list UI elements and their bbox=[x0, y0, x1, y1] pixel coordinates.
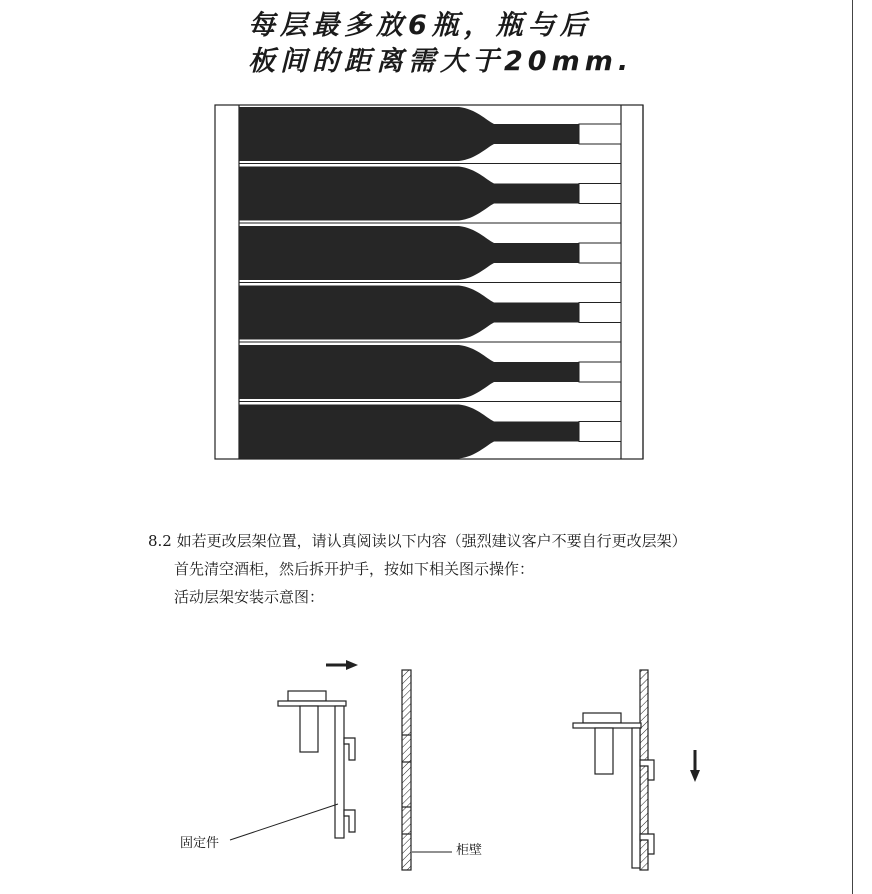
wine-rack-diagram bbox=[214, 104, 646, 462]
arrow-down-icon bbox=[690, 750, 700, 782]
left-bracket-upright bbox=[335, 706, 344, 838]
right-bracket-upright bbox=[632, 728, 640, 868]
bottle-back-gap bbox=[579, 422, 621, 442]
section-heading: 8.2 如若更改层架位置，请认真阅读以下内容（强烈建议客户不要自行更改层架） bbox=[148, 532, 687, 550]
fixing-leader-line bbox=[230, 804, 338, 840]
heading-line-2: 板间的距离需大于20mm. bbox=[248, 46, 634, 77]
bottle-back-gap bbox=[579, 303, 621, 323]
bottle-back-gap bbox=[579, 124, 621, 144]
section-instruction: 首先清空酒柜，然后拆开护手，按如下相关图示操作： bbox=[174, 560, 535, 578]
shelf-bracket-diagram bbox=[160, 650, 720, 880]
left-shelf-plate bbox=[278, 701, 346, 706]
fixing-piece-label: 固定件 bbox=[180, 836, 220, 851]
right-screw-shank bbox=[595, 728, 613, 774]
page-edge-rule bbox=[852, 0, 853, 894]
arrow-right-icon bbox=[326, 660, 358, 670]
left-hook-lower bbox=[344, 810, 355, 832]
bottle-back-gap bbox=[579, 362, 621, 382]
right-shelf-plate bbox=[573, 723, 641, 728]
left-screw-head bbox=[288, 691, 326, 701]
bottle-back-gap bbox=[579, 243, 621, 263]
left-fixing-piece bbox=[278, 691, 355, 838]
section-caption: 活动层架安装示意图： bbox=[174, 588, 325, 606]
cabinet-wall bbox=[402, 670, 411, 870]
cabinet-wall-hatched bbox=[402, 670, 411, 870]
left-screw-shank bbox=[300, 706, 318, 752]
page-heading bbox=[248, 8, 808, 80]
heading-line-1: 每层最多放6瓶，瓶与后 bbox=[248, 10, 592, 41]
section-text bbox=[148, 527, 848, 611]
cabinet-wall-label: 柜壁 bbox=[456, 843, 483, 858]
right-screw-head bbox=[583, 713, 621, 723]
right-installed-assembly bbox=[573, 670, 654, 870]
left-hook-upper bbox=[344, 738, 355, 760]
bottle-back-gap bbox=[579, 184, 621, 204]
